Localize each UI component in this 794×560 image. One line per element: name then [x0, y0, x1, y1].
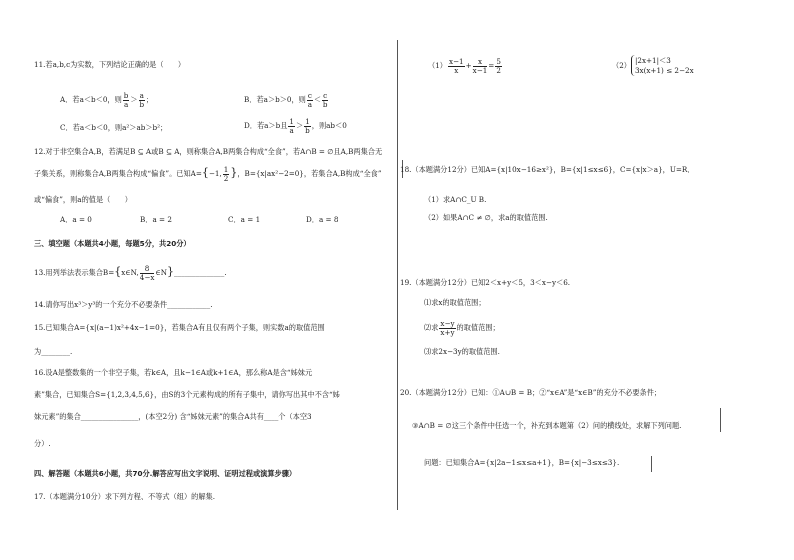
- q12-line-2: 子集关系，则称集合A,B两集合构成“偏食”。已知A={−1, $\frac{1}{2}$ }，B={x|ax²−2=0}，若集合A,B构成“全食”: [34, 165, 382, 183]
- q11-option-b: B．若a＞b＞0，则 $\frac{c}{a}$ ＜ $\frac{c}{b}$: [244, 91, 328, 109]
- q16-line-4: 分）.: [34, 439, 51, 448]
- q12-line-1: 12.对于非空集合A,B，若满足B ⊆ A或B ⊆ A，则称集合A,B两集合构成“全食”，若A∩B = ∅且A,B两集合无: [34, 147, 383, 156]
- margin-mark: [720, 408, 721, 432]
- section-3-heading: 三、填空题（本题共4小题，每题5分，共20分）: [34, 239, 191, 248]
- fraction: $\frac{1}{a}$: [289, 117, 294, 135]
- q12-option-c: C．a = 1: [228, 215, 261, 224]
- q19-part-1: ⑴求x的取值范围；: [424, 298, 486, 307]
- q20-line-1: 20.（本题满分12分）已知：①A∪B = B；②“x∈A”是“x∈B”的充分不必要条件；: [400, 388, 662, 397]
- fraction: $\frac{c}{b}$: [322, 91, 328, 109]
- q16-line-1: 16.设A是整数集的一个非空子集，若k∈A，且k−1∈A或k+1∈A，那么称A是含“姊妹元: [34, 368, 313, 377]
- q16-line-3: 妹元素”的集合________________，(本空2分) 含“姊妹元素”的集合A共有____个（本空3: [34, 412, 312, 421]
- q14: 14.请你写出x³＞y³的一个充分不必要条件____________.: [34, 300, 213, 309]
- q18-stem: 18.（本题满分12分）已知A={x|10x−16≥x²}，B={x|1≤x≤6}，C={x|x＞a}，U=R．: [400, 165, 695, 174]
- column-divider: [397, 40, 398, 510]
- fraction: $\frac{8}{4-x}$: [139, 264, 155, 282]
- q15-line-1: 15.已知集合A={x|(a−1)x²+4x−1=0}，若集合A有且仅有两个子集，则实数a的取值范围: [34, 323, 325, 332]
- inequality-system: |2x+1|＜3 3x(x+1) ≤ 2−2x: [631, 55, 694, 76]
- section-4-heading: 四、解答题（本题共6小题，共70分.解答应写出文字说明、证明过程或演算步骤）: [34, 469, 297, 478]
- q18-part-2: （2）如果A∩C ≠ ∅，求a的取值范围.: [424, 213, 548, 222]
- fraction: $\frac{x-1}{x}$: [448, 57, 464, 75]
- q11-option-d: D．若a＞b且 $\frac{1}{a}$ ＞ $\frac{1}{b}$ ，则ab＜0: [244, 117, 347, 135]
- q12-option-a: A．a = 0: [60, 215, 92, 224]
- margin-mark: [651, 456, 652, 472]
- fraction: $\frac{a}{b}$: [139, 91, 145, 109]
- q17-part-2: （2） |2x+1|＜3 3x(x+1) ≤ 2−2x: [612, 56, 694, 75]
- q11-option-a: A．若a＜b＜0，则 $\frac{b}{a}$ ＞ $\frac{a}{b}$ ；: [60, 91, 154, 109]
- q11-stem: 11.若a,b,c为实数，下列结论正确的是（ ）: [34, 60, 186, 69]
- q12-option-d: D．a = 8: [306, 215, 339, 224]
- q16-line-2: 素”集合，已知集合S={1,2,3,4,5,6}，由S的3个元素构成的所有子集中，请你写出其中不含“姊: [34, 390, 340, 399]
- q11-option-c: C．若a＜b＜0，则a²＞ab＞b²；: [60, 123, 168, 132]
- fraction: $\frac{1}{2}$: [223, 165, 229, 183]
- q19-part-2: ⑵求 $\frac{x-y}{x+y}$ 的取值范围；: [424, 319, 500, 337]
- fraction: $\frac{c}{a}$: [307, 91, 313, 109]
- q12-option-b: B．a = 2: [140, 215, 172, 224]
- q18-part-1: （1）求A∩C_U B.: [424, 195, 487, 204]
- q12-line-3: 或“偏食”，则a的值是（ ）: [34, 195, 132, 204]
- fraction: $\frac{5}{2}$: [496, 57, 501, 75]
- q15-line-2: 为________.: [34, 347, 73, 356]
- q20-line-3: 问题：已知集合A={x|2a−1≤x≤a+1}，B={x|−3≤x≤3}.: [424, 458, 620, 467]
- q19-stem: 19.（本题满分12分）已知2＜x+y＜5，3＜x−y＜6.: [400, 278, 571, 287]
- q17-part-1: （1） $\frac{x-1}{x}$ + $\frac{x}{x-1}$ = $\frac{5}{2}$: [428, 57, 501, 75]
- fraction: $\frac{b}{a}$: [123, 91, 129, 109]
- fraction: $\frac{x}{x-1}$: [472, 57, 488, 75]
- q19-part-3: ⑶求2x−3y的取值范围.: [424, 347, 500, 356]
- fraction: $\frac{1}{b}$: [305, 117, 310, 135]
- q20-line-2: ③A∩B = ∅这三个条件中任选一个，补充到本题第（2）问的横线处，求解下列问题.: [412, 421, 682, 430]
- q17-stem: 17.（本题满分10分）求下列方程、不等式（组）的解集.: [34, 492, 215, 501]
- q13: 13.用列举法表示集合B={x∈N, $\frac{8}{4-x}$ ∈N}______________.: [34, 264, 227, 282]
- fraction: $\frac{x-y}{x+y}$: [440, 319, 455, 337]
